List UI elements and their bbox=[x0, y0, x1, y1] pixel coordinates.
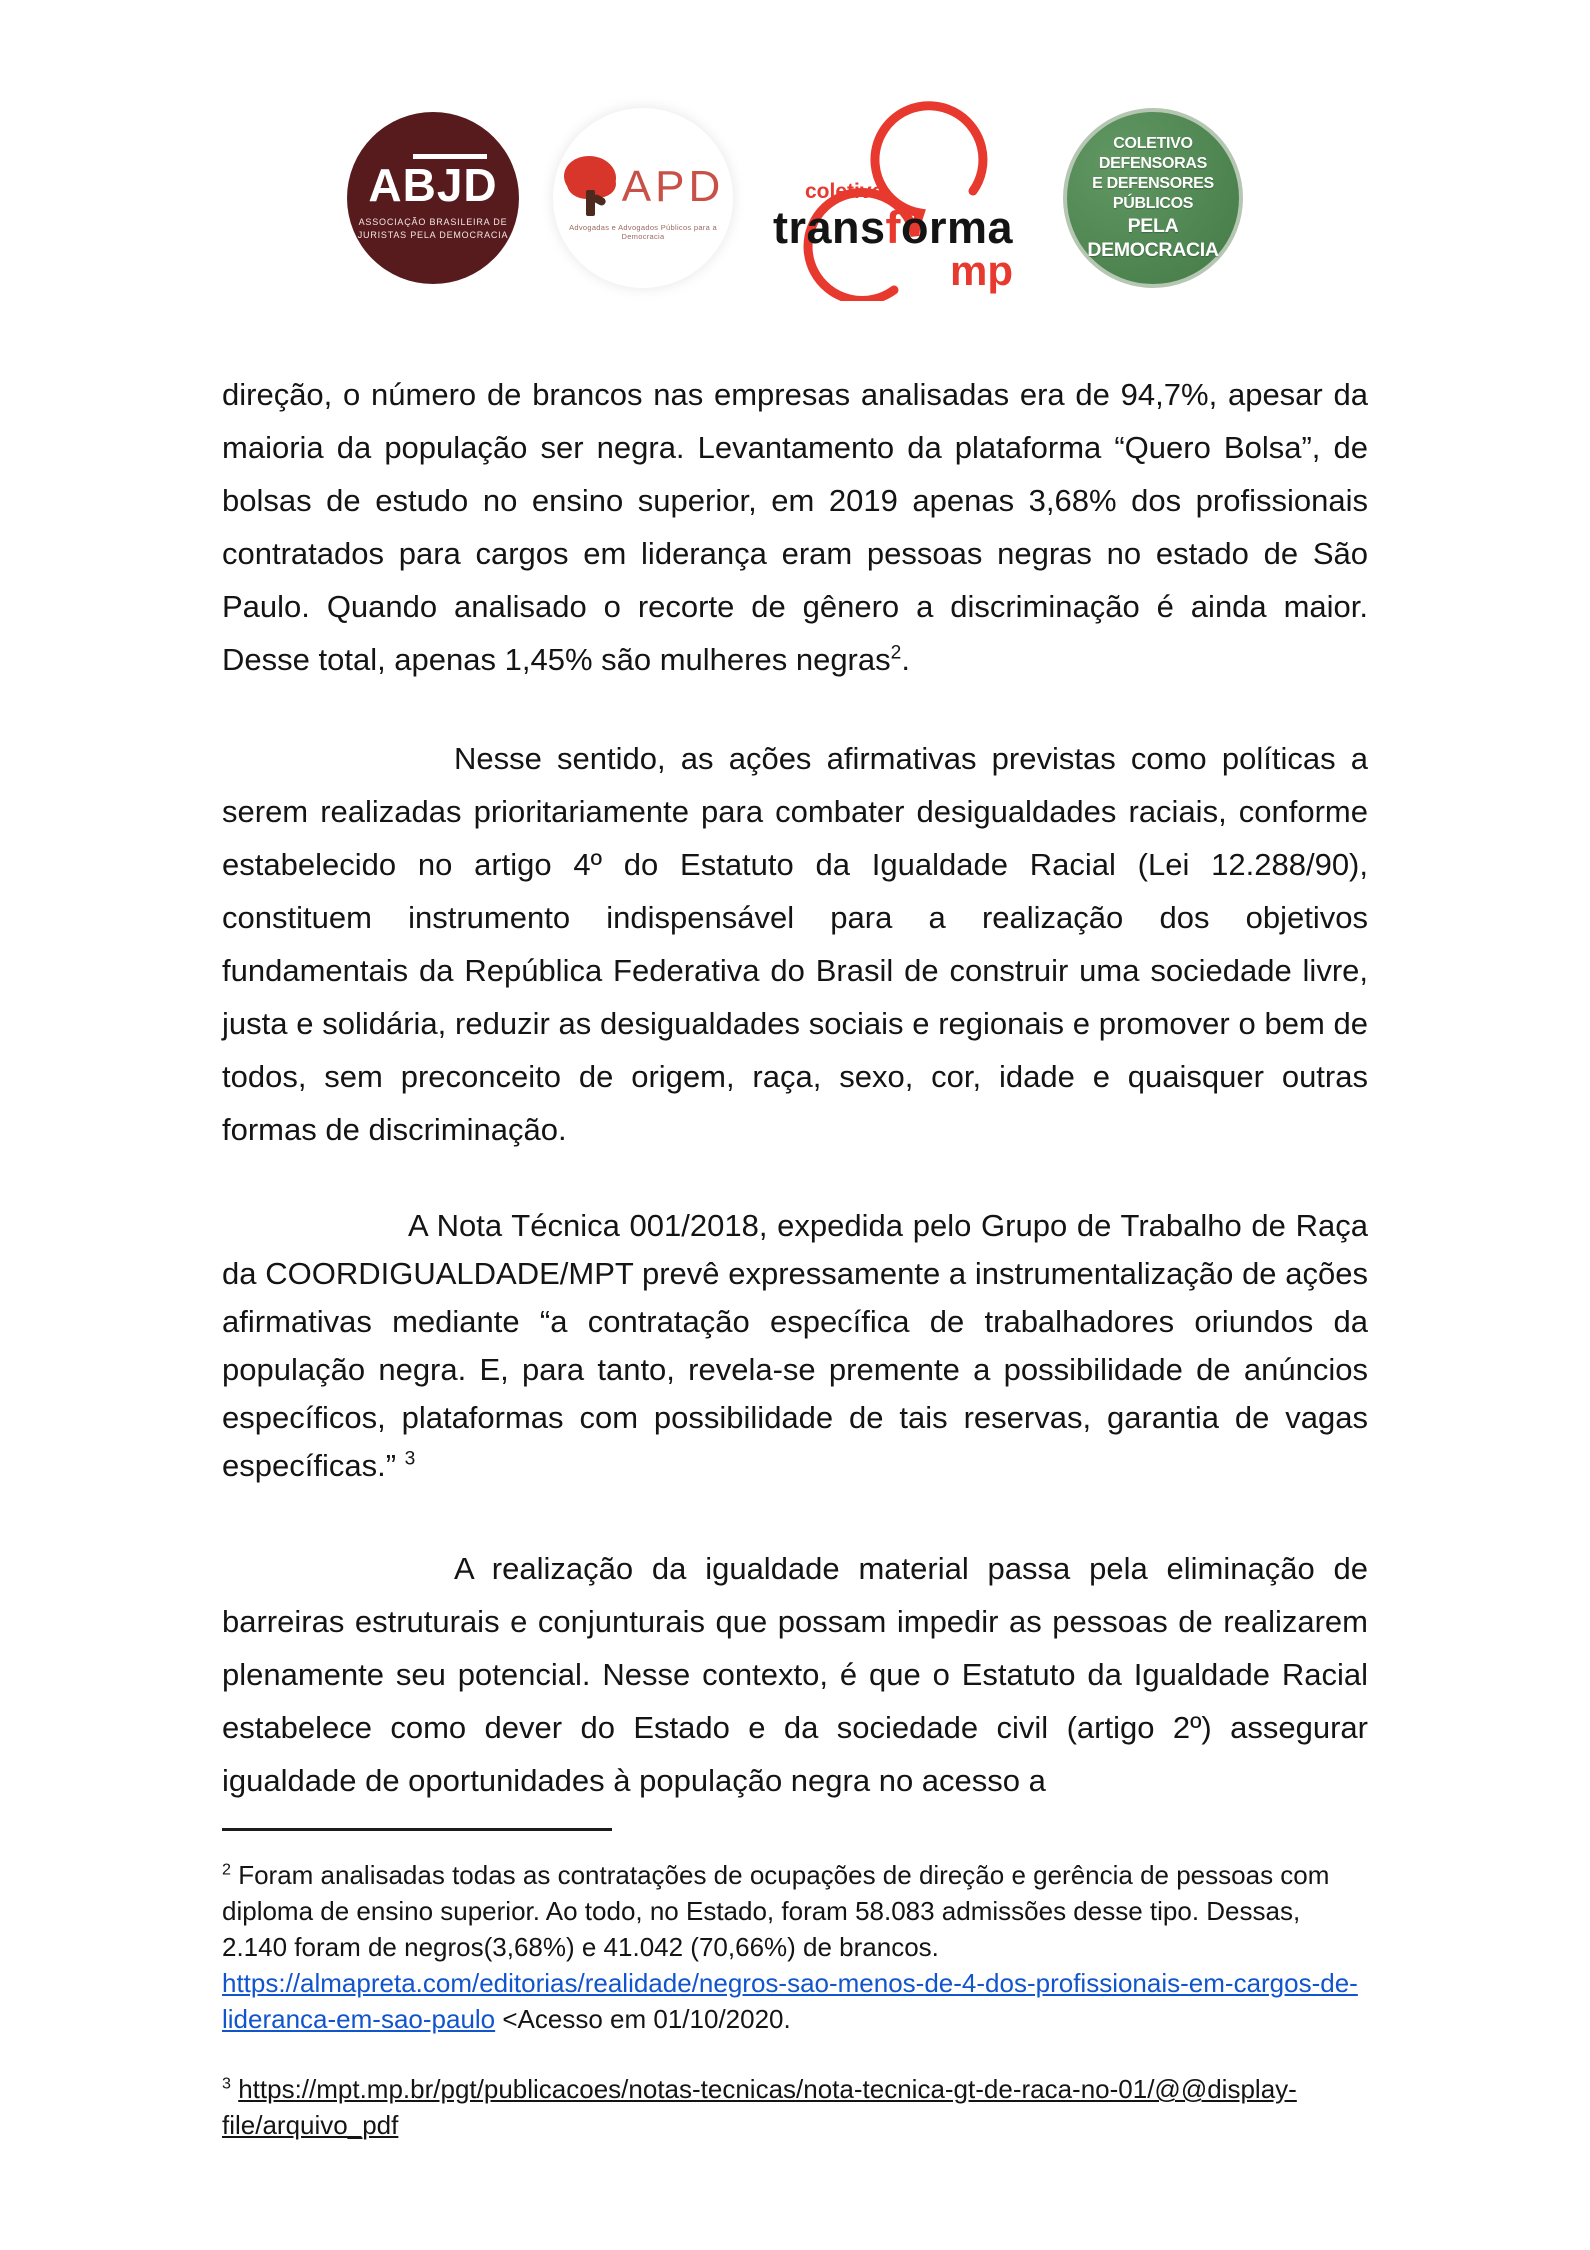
footnote-3-link[interactable]: https://mpt.mp.br/pgt/publicacoes/notas-tecnicas/nota-tecnica-gt-de-raca-no-01/@@display-file/arquivo_pdf bbox=[222, 2074, 1297, 2140]
footnote-2: $^2$ Foram analisadas todas as contratações de ocupações de direção e gerência de pessoas com diploma de ensino superior. Ao todo, no Estado, foram 58.083 admissões desse tipo. Dessas, 2.140 foram de negros(3,68%) e 41.042 (70,66%) de brancos. https://almapreta.com/editorias/realidade/negros-sao-menos-de-4-dos-profissionais-em-cargos-de-lideranca-em-sao-paulo <Acesso em 01/10/2020. bbox=[222, 1860, 1358, 2034]
logo-row bbox=[0, 0, 1590, 298]
footnotes-section bbox=[222, 1828, 1368, 2143]
transforma-wordmark: transforma bbox=[773, 201, 1014, 253]
footnote-ref-2: 2 bbox=[890, 642, 902, 664]
transforma-mp-text: mp bbox=[950, 246, 1013, 294]
paragraph-2: Nesse sentido, as ações afirmativas previstas como políticas a serem realizadas prioritariamente para combater desigualdades raciais, conforme estabelecido no artigo 4º do Estatuto da Igualdade Racial (Lei 12.288/90), constituem instrumento indispensável para a realização dos objetivos fundamentais da República Federativa do Brasil de construir uma sociedade livre, justa e solidária, reduzir as desigualdades sociais e regionais e promover o bem de todos, sem preconceito de origem, raça, sexo, cor, idade e quaisquer outras formas de discriminação. bbox=[222, 741, 1368, 1147]
defensores-line3: PELA DEMOCRACIA bbox=[1087, 214, 1219, 261]
abjd-acronym: ABJD bbox=[368, 158, 498, 211]
apd-acronym: APD bbox=[621, 161, 725, 211]
paragraph-3: A Nota Técnica 001/2018, expedida pelo Grupo de Trabalho de Raça da COORDIGUALDADE/MPT prevê expressamente a instrumentalização de ações afirmativas mediante “a contratação específica de trabalhadores oriundos da população negra. E, para tanto, revela-se premente a possibilidade de anúncios específicos, plataformas com possibilidade de tais reservas, garantia de vagas específicas.” $^3$ bbox=[222, 1208, 1368, 1483]
footnote-separator bbox=[222, 1828, 612, 1831]
document-body bbox=[222, 368, 1368, 1807]
apd-logo bbox=[553, 108, 733, 288]
apd-subtitle: Advogadas e Advogados Públicos para a Democracia bbox=[569, 222, 717, 241]
apd-tree-icon bbox=[562, 156, 618, 218]
defensores-line2: E DEFENSORES PÚBLICOS bbox=[1092, 174, 1214, 212]
transforma-kicker: coletivo bbox=[805, 179, 885, 203]
paragraph-4: A realização da igualdade material passa pela eliminação de barreiras estruturais e conjunturais que possam impedir as pessoas de realizarem plenamente seu potencial. Nesse contexto, é que o Estatuto da Igualdade Racial estabelece como dever do Estado e da sociedade civil (artigo 2º) assegurar igualdade de oportunidades à população negra no acesso a bbox=[222, 1551, 1368, 1798]
abjd-subtitle: ASSOCIAÇÃO BRASILEIRA DE JURISTAS PELA DEMOCRACIA bbox=[357, 216, 509, 240]
abjd-logo bbox=[347, 112, 519, 284]
paragraph-1: direção, o número de brancos nas empresas analisadas era de 94,7%, apesar da maioria da população ser negra. Levantamento da plataforma “Quero Bolsa”, de bolsas de estudo no ensino superior, em 2019 apenas 3,68% dos profissionais contratados para cargos em liderança eram pessoas negras no estado de São Paulo. Quando analisado o recorte de gênero a discriminação é ainda maior. Desse total, apenas 1,45% são mulheres negras$^2$. bbox=[222, 377, 1368, 677]
footnote-ref-3: 3 bbox=[404, 1448, 416, 1470]
defensores-line1: COLETIVO DEFENSORAS bbox=[1098, 134, 1208, 172]
footnote-2-link[interactable]: https://almapreta.com/editorias/realidade/negros-sao-menos-de-4-dos-profissionais-em-cargos-de-lideranca-em-sao-paulo bbox=[222, 1968, 1358, 2034]
transforma-mp-logo bbox=[767, 96, 1029, 301]
footnote-3: $^3$ https://mpt.mp.br/pgt/publicacoes/notas-tecnicas/nota-tecnica-gt-de-raca-no-01/@@display-file/arquivo_pdf bbox=[222, 2074, 1297, 2140]
defensores-logo bbox=[1063, 108, 1243, 288]
